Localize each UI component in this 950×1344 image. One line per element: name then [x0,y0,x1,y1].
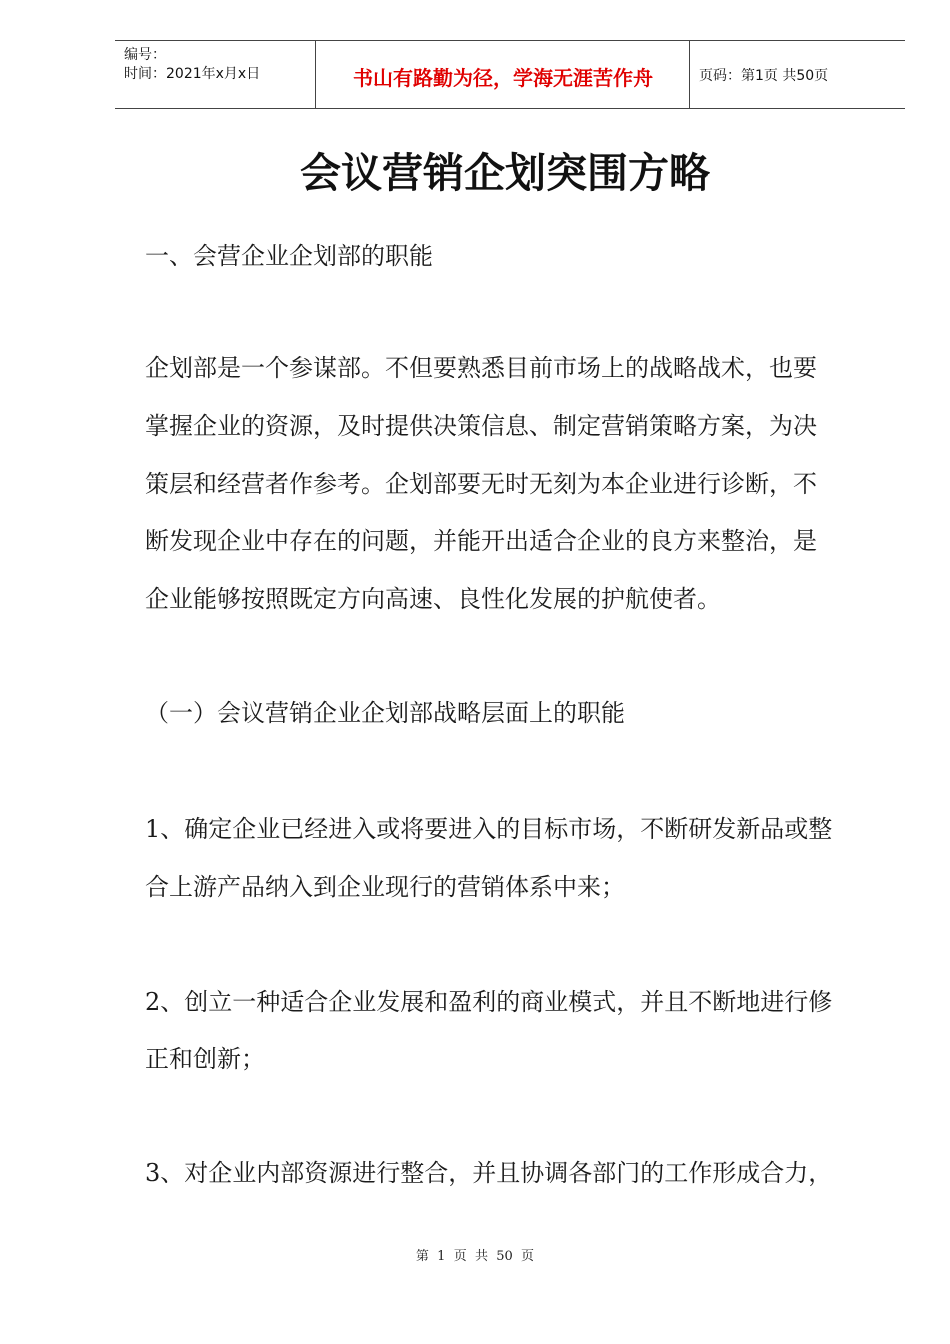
document-title: 会议营销企划突围方略 [300,149,710,197]
header-motto: 书山有路勤为径，学海无涯苦作舟 [353,66,653,90]
page-footer: 第 1 页 共 50 页 [415,1249,535,1264]
paragraph-line: 断发现企业中存在的问题，并能开出适合企业的良方来整治，是 [145,527,817,555]
header-motto-cell [316,41,690,108]
paragraph-line: 企划部是一个参谋部。不但要熟悉目前市场上的战略战术，也要 [145,354,817,382]
header-page-cell [690,41,905,108]
paragraph-line: 企业能够按照既定方向高速、良性化发展的护航使者。 [145,585,721,613]
list-item-line: 2、创立一种适合企业发展和盈利的商业模式，并且不断地进行修 [145,988,833,1016]
header-info-cell [115,41,316,108]
list-item-line: 合上游产品纳入到企业现行的营销体系中来； [145,873,625,901]
list-item-line: 正和创新； [145,1045,265,1073]
header-page-label: 页码：第1页 共50页 [699,68,829,84]
subsection-heading: （一）会议营销企业企划部战略层面上的职能 [145,699,625,727]
paragraph-line: 策层和经营者作参考。企划部要无时无刻为本企业进行诊断，不 [145,470,817,498]
document-number-label: 编号： [124,47,166,63]
section-heading: 一、会营企业企划部的职能 [145,242,433,270]
list-item-line: 3、对企业内部资源进行整合，并且协调各部门的工作形成合力， [145,1159,833,1187]
list-item-line: 1、确定企业已经进入或将要进入的目标市场，不断研发新品或整 [145,815,833,843]
paragraph-line: 掌握企业的资源，及时提供决策信息、制定营销策略方案，为决 [145,412,817,440]
document-time-label: 时间：2021年x月x日 [124,66,261,82]
document-header [115,40,905,109]
